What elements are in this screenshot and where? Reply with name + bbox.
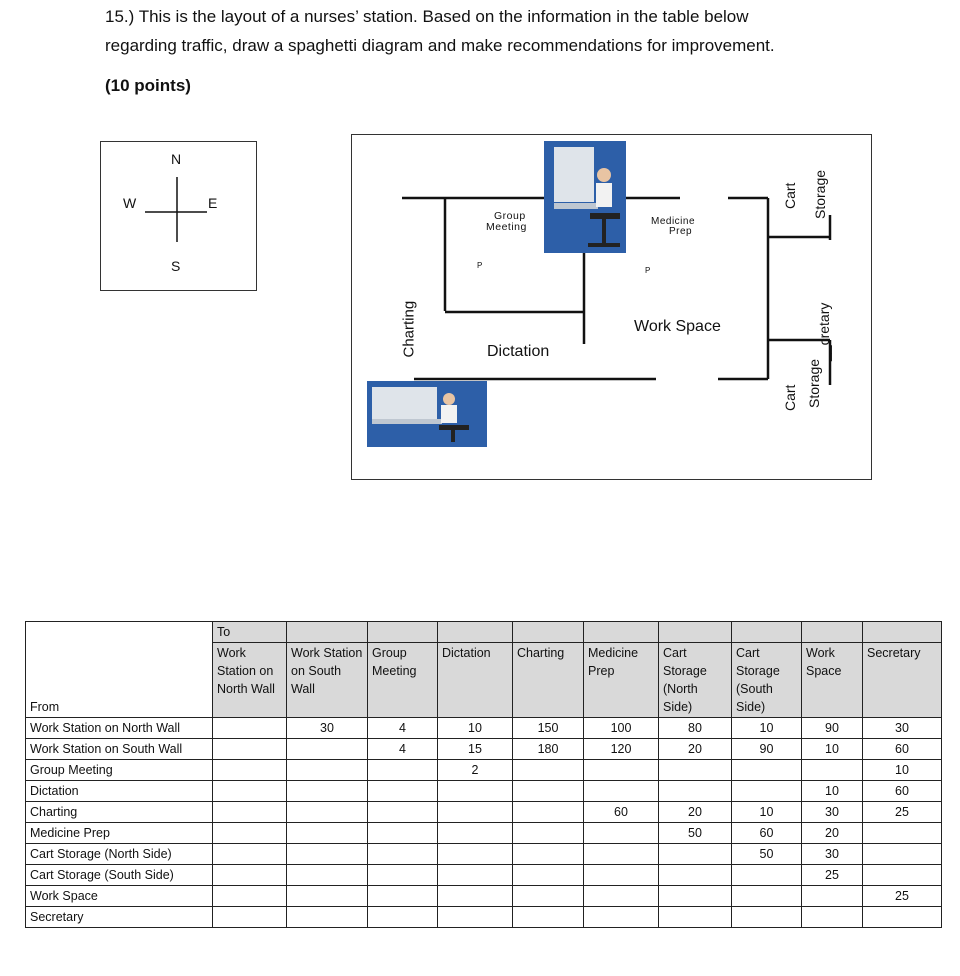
nurse-workstation-image-north (544, 141, 626, 253)
table-cell (732, 760, 802, 781)
table-cell: 25 (863, 886, 942, 907)
table-cell (438, 802, 513, 823)
table-cell: 10 (732, 802, 802, 823)
table-cell (513, 760, 584, 781)
table-cell (732, 907, 802, 928)
work-space-label: Work Space (634, 318, 721, 335)
table-row (26, 739, 942, 760)
table-row (26, 781, 942, 802)
column-header: Work Space (802, 643, 863, 718)
table-cell (368, 760, 438, 781)
table-row (26, 907, 942, 928)
compass-east: E (208, 195, 218, 211)
table-cell (287, 844, 368, 865)
to-header: To (213, 622, 287, 643)
from-header: From (26, 622, 213, 718)
table-cell (659, 865, 732, 886)
table-cell: 10 (863, 760, 942, 781)
table-row (26, 802, 942, 823)
table-cell: 180 (513, 739, 584, 760)
table-cell (732, 886, 802, 907)
question-line-1: 15.) This is the layout of a nurses’ station. Based on the information in the table below (105, 7, 749, 26)
table-cell (213, 886, 287, 907)
table-cell (287, 760, 368, 781)
points-label: (10 points) (105, 76, 191, 95)
table-cell (659, 760, 732, 781)
table-cell (584, 907, 659, 928)
table-cell: 25 (863, 802, 942, 823)
table-cell: 30 (863, 718, 942, 739)
table-cell (659, 781, 732, 802)
table-cell (287, 823, 368, 844)
row-label: Work Station on South Wall (26, 739, 213, 760)
table-cell (438, 844, 513, 865)
table-cell (513, 865, 584, 886)
table-cell (368, 907, 438, 928)
question-text (105, 2, 925, 60)
table-cell: 4 (368, 718, 438, 739)
column-header: Work Station on South Wall (287, 643, 368, 718)
column-header: Cart Storage (North Side) (659, 643, 732, 718)
p-marker-east: P (645, 266, 651, 275)
p-marker-west: P (477, 261, 483, 270)
table-cell (438, 823, 513, 844)
compass-south: S (171, 258, 181, 274)
table-cell (659, 844, 732, 865)
table-cell (584, 760, 659, 781)
table-cell (584, 781, 659, 802)
table-cell (213, 907, 287, 928)
table-row (26, 844, 942, 865)
traffic-table (25, 621, 942, 928)
cart-storage-north-label-2: Storage (812, 169, 828, 219)
table-cell: 10 (732, 718, 802, 739)
table-cell (732, 865, 802, 886)
table-cell (287, 886, 368, 907)
table-to-row (26, 622, 942, 643)
table-cell: 50 (659, 823, 732, 844)
table-cell (513, 802, 584, 823)
table-cell (863, 865, 942, 886)
table-cell (438, 907, 513, 928)
table-cell: 10 (438, 718, 513, 739)
table-cell: 60 (863, 739, 942, 760)
station-layout (351, 134, 872, 480)
row-label: Dictation (26, 781, 213, 802)
table-cell: 2 (438, 760, 513, 781)
cart-storage-south-label-1: Cart (782, 384, 798, 411)
table-cell (513, 823, 584, 844)
table-cell (213, 718, 287, 739)
column-header: Work Station on North Wall (213, 643, 287, 718)
table-row (26, 886, 942, 907)
table-cell (213, 802, 287, 823)
column-header: Medicine Prep (584, 643, 659, 718)
table-cell: 20 (659, 739, 732, 760)
table-cell (213, 739, 287, 760)
table-cell: 10 (802, 781, 863, 802)
row-label: Cart Storage (North Side) (26, 844, 213, 865)
table-cell (368, 802, 438, 823)
table-cell (732, 781, 802, 802)
table-cell (802, 907, 863, 928)
group-meeting-label-1: Group (494, 210, 526, 222)
table-cell (438, 781, 513, 802)
table-cell: 150 (513, 718, 584, 739)
table-cell (513, 907, 584, 928)
compass-north: N (171, 151, 182, 167)
table-cell: 15 (438, 739, 513, 760)
row-label: Work Station on North Wall (26, 718, 213, 739)
table-cell (659, 907, 732, 928)
table-cell (584, 886, 659, 907)
table-cell (368, 781, 438, 802)
row-label: Cart Storage (South Side) (26, 865, 213, 886)
table-cell (368, 865, 438, 886)
dictation-label: Dictation (487, 343, 550, 360)
table-cell (863, 844, 942, 865)
table-cell (863, 907, 942, 928)
table-cell (213, 844, 287, 865)
row-label: Work Space (26, 886, 213, 907)
table-cell (659, 886, 732, 907)
table-cell: 60 (732, 823, 802, 844)
secretary-label: __cretary (816, 302, 832, 361)
table-cell (802, 886, 863, 907)
table-row (26, 718, 942, 739)
table-cell (584, 844, 659, 865)
charting-label: Charting (400, 300, 418, 358)
medicine-prep-label-1: Medicine (651, 216, 696, 227)
table-cell (513, 886, 584, 907)
table-cell (438, 865, 513, 886)
table-cell: 90 (732, 739, 802, 760)
compass-west: W (123, 195, 137, 211)
table-cell (287, 739, 368, 760)
table-row (26, 823, 942, 844)
row-label: Medicine Prep (26, 823, 213, 844)
column-header: Secretary (863, 643, 942, 718)
table-cell (368, 823, 438, 844)
table-cell (513, 781, 584, 802)
medicine-prep-label-2: Prep (669, 226, 693, 237)
table-cell (584, 865, 659, 886)
column-header: Group Meeting (368, 643, 438, 718)
table-cell: 20 (659, 802, 732, 823)
row-label: Secretary (26, 907, 213, 928)
table-cell: 60 (584, 802, 659, 823)
table-cell: 25 (802, 865, 863, 886)
table-cell: 30 (802, 802, 863, 823)
table-cell: 10 (802, 739, 863, 760)
table-cell: 100 (584, 718, 659, 739)
table-cell (863, 823, 942, 844)
table-cell (213, 760, 287, 781)
table-cell: 90 (802, 718, 863, 739)
cart-storage-north-label-1: Cart (782, 182, 798, 209)
table-cell: 50 (732, 844, 802, 865)
table-cell (287, 907, 368, 928)
table-cell (368, 886, 438, 907)
compass-box (100, 141, 257, 291)
group-meeting-label-2: Meeting (486, 221, 527, 233)
table-cell (802, 760, 863, 781)
table-cell (287, 781, 368, 802)
table-cell (584, 823, 659, 844)
table-cell: 20 (802, 823, 863, 844)
table-cell: 30 (802, 844, 863, 865)
table-row (26, 865, 942, 886)
column-header: Dictation (438, 643, 513, 718)
table-cell (287, 802, 368, 823)
table-cell: 30 (287, 718, 368, 739)
table-body (26, 718, 942, 928)
cart-storage-south-label-2: Storage (806, 358, 822, 408)
column-header: Cart Storage (South Side) (732, 643, 802, 718)
table-cell: 4 (368, 739, 438, 760)
question-line-2: regarding traffic, draw a spaghetti diagram and make recommendations for improvement. (105, 36, 775, 55)
table-cell (368, 844, 438, 865)
table-cell: 120 (584, 739, 659, 760)
table-row (26, 760, 942, 781)
column-header: Charting (513, 643, 584, 718)
table-cell: 60 (863, 781, 942, 802)
table-cell (213, 781, 287, 802)
table-cell: 80 (659, 718, 732, 739)
table-cell (213, 823, 287, 844)
table-cell (287, 865, 368, 886)
table-cell (513, 844, 584, 865)
row-label: Charting (26, 802, 213, 823)
table-cell (213, 865, 287, 886)
nurse-workstation-image-south (367, 381, 487, 447)
row-label: Group Meeting (26, 760, 213, 781)
table-cell (438, 886, 513, 907)
